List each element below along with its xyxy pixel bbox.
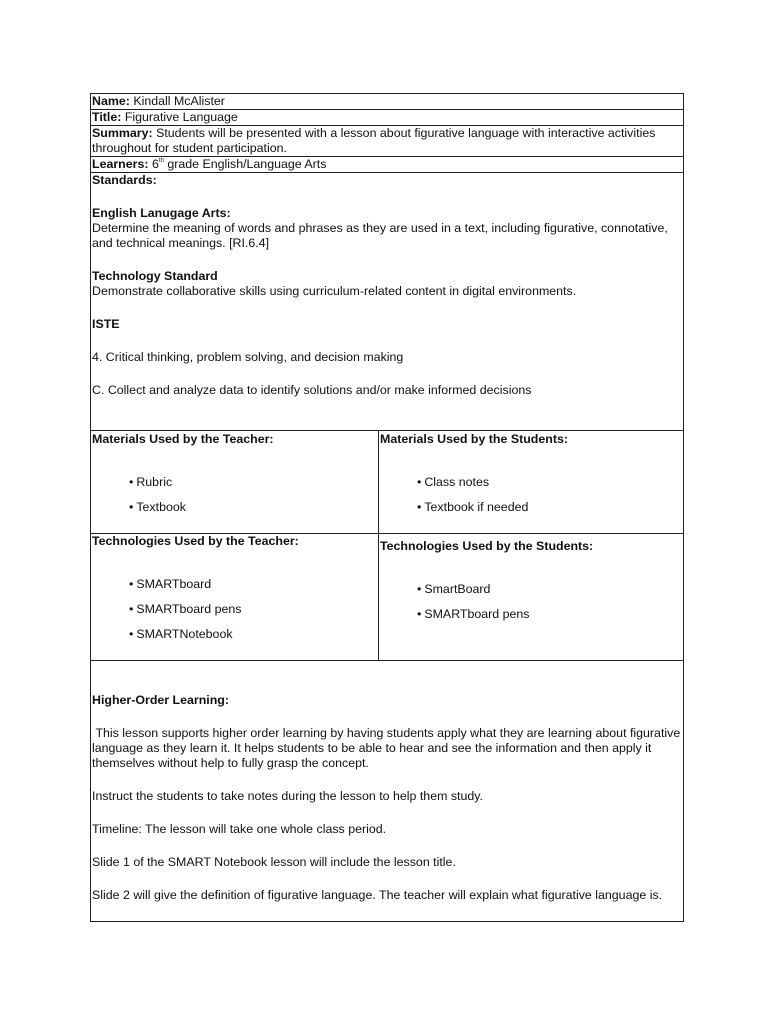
summary-label: Summary: xyxy=(92,126,153,140)
technologies-teacher-list xyxy=(92,577,377,642)
list-item: • SMARTboard pens xyxy=(129,602,377,617)
technologies-row xyxy=(91,534,683,661)
title-label: Title: xyxy=(92,110,122,124)
learners-label: Learners: xyxy=(92,157,149,171)
higher-order-paragraph-5: Slide 2 will give the definition of figurative language. The teacher will explain what figurative language is. xyxy=(92,888,663,902)
materials-teacher-heading: Materials Used by the Teacher: xyxy=(92,432,274,446)
summary-row xyxy=(91,126,683,157)
list-item: • SmartBoard xyxy=(417,582,682,597)
higher-order-row xyxy=(91,661,683,921)
materials-student-cell xyxy=(379,431,683,533)
materials-student-list xyxy=(380,475,682,515)
list-item: • Class notes xyxy=(417,475,682,490)
list-item: • SMARTNotebook xyxy=(129,627,377,642)
materials-student-heading: Materials Used by the Students: xyxy=(380,432,568,446)
list-item: • SMARTboard pens xyxy=(417,607,682,622)
iste-heading: ISTE xyxy=(92,317,120,331)
name-row xyxy=(91,94,683,110)
list-item: • Rubric xyxy=(129,475,377,490)
higher-order-paragraph-2: Instruct the students to take notes during the lesson to help them study. xyxy=(92,789,483,803)
name-label: Name: xyxy=(92,94,130,108)
higher-order-paragraph-1: This lesson supports higher order learning by having students apply what they are learning about figurative language as they learn it. It helps students to be able to hear and see the information and then apply it themselves without help to fully grasp the concept. xyxy=(92,726,684,770)
list-item: • Textbook if needed xyxy=(417,500,682,515)
ela-heading: English Lanugage Arts: xyxy=(92,206,231,220)
materials-teacher-cell xyxy=(91,431,379,533)
technologies-student-heading: Technologies Used by the Students: xyxy=(380,539,594,553)
standards-label: Standards: xyxy=(92,173,157,187)
title-row xyxy=(91,110,683,126)
lesson-plan-table xyxy=(90,93,684,922)
tech-standard-heading: Technology Standard xyxy=(92,269,218,283)
standards-row xyxy=(91,173,683,431)
materials-teacher-list xyxy=(92,475,377,515)
learners-subject: grade English/Language Arts xyxy=(167,157,327,171)
learners-grade: 6 xyxy=(151,157,159,171)
name-value: Kindall McAlister xyxy=(133,94,225,108)
learners-grade-suffix: th xyxy=(158,158,164,164)
higher-order-heading: Higher-Order Learning: xyxy=(92,693,229,707)
technologies-student-list xyxy=(380,582,682,622)
learners-row xyxy=(91,157,683,173)
technologies-teacher-cell xyxy=(91,534,379,660)
list-item: • SMARTboard xyxy=(129,577,377,592)
list-item: • Textbook xyxy=(129,500,377,515)
higher-order-paragraph-3: Timeline: The lesson will take one whole class period. xyxy=(92,822,387,836)
summary-value: Students will be presented with a lesson about figurative language with interactive activities throughout for student participation. xyxy=(92,126,656,155)
technologies-student-cell xyxy=(379,534,683,660)
title-value: Figurative Language xyxy=(124,110,238,124)
tech-standard-text: Demonstrate collaborative skills using curriculum-related content in digital environments. xyxy=(92,284,577,298)
ela-text: Determine the meaning of words and phrases as they are used in a text, including figurative, connotative, and technical meanings. [RI.6.4] xyxy=(92,221,668,250)
materials-row xyxy=(91,431,683,534)
iste-item-2: C. Collect and analyze data to identify solutions and/or make informed decisions xyxy=(92,383,532,397)
iste-item-1: 4. Critical thinking, problem solving, and decision making xyxy=(92,350,404,364)
technologies-teacher-heading: Technologies Used by the Teacher: xyxy=(92,534,299,548)
higher-order-paragraph-4: Slide 1 of the SMART Notebook lesson will include the lesson title. xyxy=(92,855,456,869)
